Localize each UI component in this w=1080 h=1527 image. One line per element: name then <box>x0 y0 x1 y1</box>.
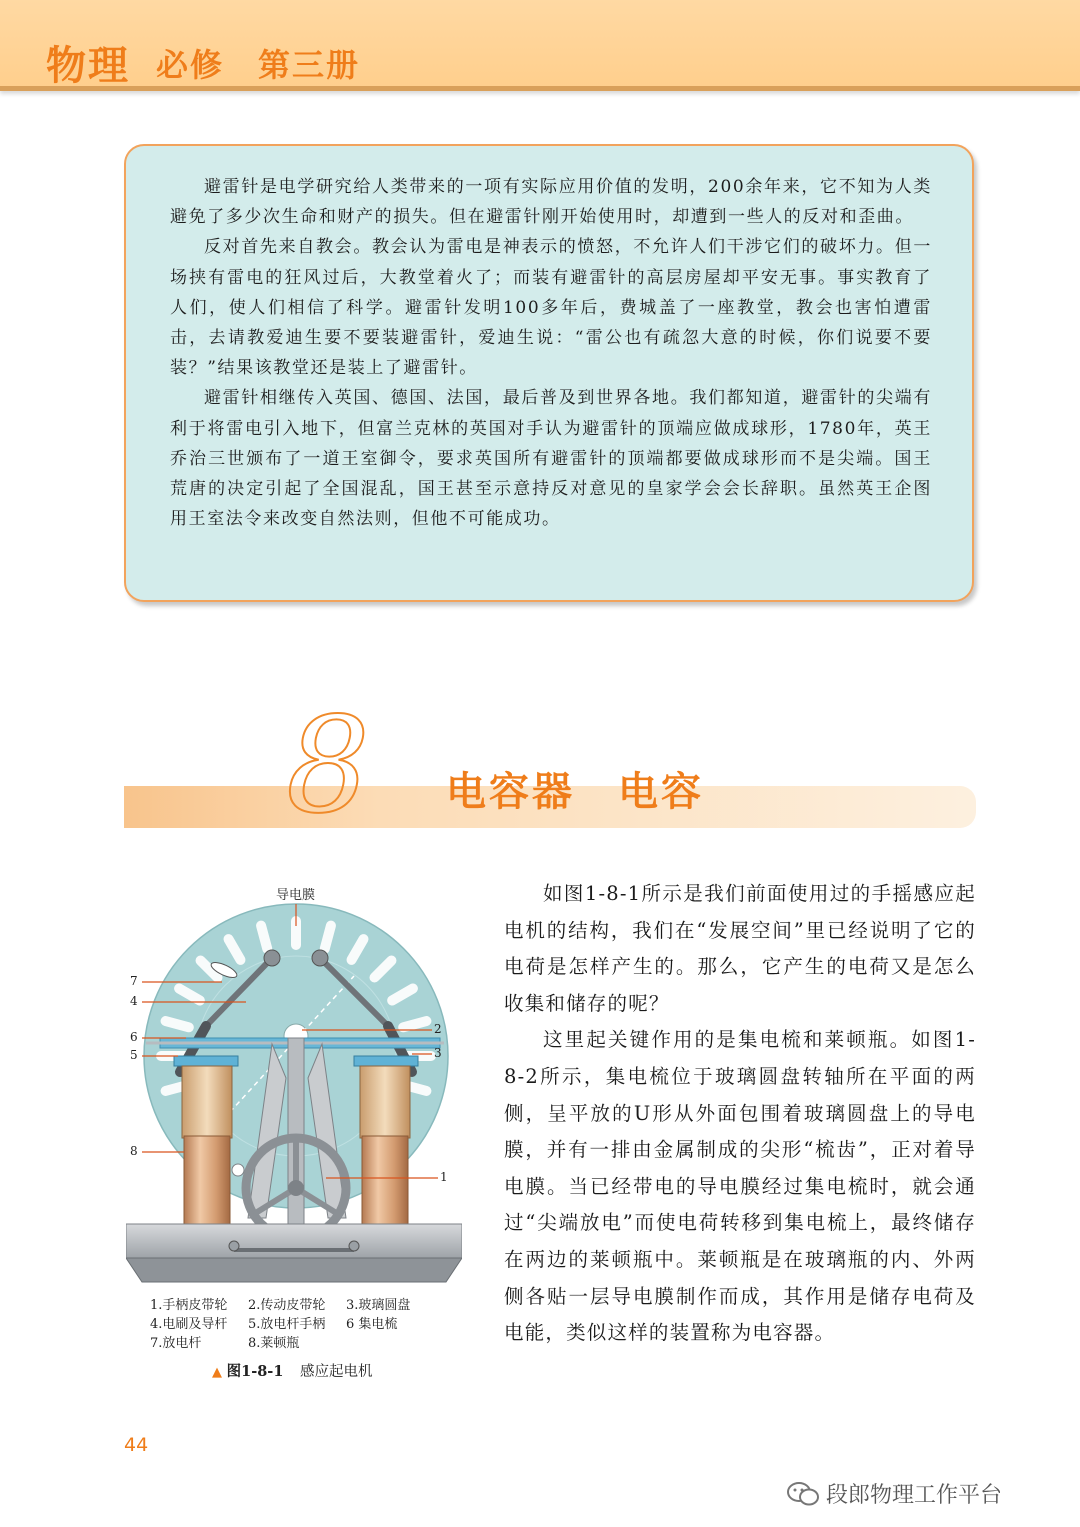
callout-8: 8 <box>130 1144 138 1158</box>
book-subtitle-volume: 第三册 <box>258 46 361 84</box>
caption-text: 感应起电机 <box>300 1364 373 1380</box>
watermark-text: 段郎物理工作平台 <box>826 1483 1003 1508</box>
legend-row <box>150 1334 450 1353</box>
callout-3: 3 <box>434 1046 442 1060</box>
body-paragraph: 这里起关键作用的是集电梳和莱顿瓶。如图1-8-2所示，集电梳位于玻璃圆盘转轴所在平面的两侧，呈平放的U形从外面包围着玻璃圆盘上的导电膜，并有一排由金属制成的尖形“梳齿”，正对着导电膜。当已经带电的导电膜经过集电梳时，就会通过“尖端放电”而使电荷转移到集电梳上，最终储存在两边的莱顿瓶中。莱顿瓶是在玻璃瓶的内、外两侧各贴一层导电膜制作而成，其作用是储存电荷及电能，类似这样的装置称为电容器。 <box>504 1028 976 1345</box>
discharge-ball-right <box>312 950 328 966</box>
caption-number: 图1-8-1 <box>226 1363 284 1380</box>
figure-induction-machine <box>126 878 462 1288</box>
callout-1: 1 <box>440 1170 448 1184</box>
callout-2: 2 <box>434 1022 442 1036</box>
figure-label-conductive-film: 导电膜 <box>276 888 316 903</box>
callout-6: 6 <box>130 1030 138 1044</box>
legend-item: 1.手柄皮带轮 <box>150 1298 228 1313</box>
legend-item: 3.玻璃圆盘 <box>346 1298 411 1313</box>
jar-cap-right <box>354 1056 418 1066</box>
callout-4: 4 <box>130 994 138 1008</box>
legend-item: 5.放电杆手柄 <box>248 1317 326 1332</box>
book-subtitle-required: 必修 <box>156 46 225 84</box>
legend-row <box>150 1315 450 1334</box>
legend-item: 4.电刷及导杆 <box>150 1317 228 1332</box>
legend-item: 8.莱顿瓶 <box>248 1336 300 1351</box>
watermark <box>786 1478 1002 1509</box>
page-number: 44 <box>124 1434 149 1456</box>
body-text <box>504 876 976 1352</box>
page-header <box>0 0 1080 91</box>
figure-legend <box>150 1296 450 1353</box>
reading-paragraph: 避雷针相继传入英国、德国、法国，最后普及到世界各地。我们都知道，避雷针的尖端有利于将雷电引入地下，但富兰克林的英国对手认为避雷针的顶端应做成球形，1780年，英王乔治三世颁布了一道王室御令，要求英国所有避雷针的顶端都要做成球形而不是尖端。国王荒唐的决定引起了全国混乱，国王甚至示意持反对意见的皇家学会会长辞职。虽然英王企图用王室法令来改变自然法则，但他不可能成功。 <box>170 388 932 530</box>
book-title: 物理 <box>46 43 130 89</box>
reading-paragraph: 避雷针是电学研究给人类带来的一项有实际应用价值的发明，200余年来，它不知为人类避免了多少次生命和财产的损失。但在避雷针刚开始使用时，却遭到一些人的反对和歪曲。 <box>170 177 932 228</box>
legend-row <box>150 1296 450 1315</box>
legend-item: 6 集电梳 <box>346 1317 398 1332</box>
legend-item: 7.放电杆 <box>150 1336 202 1351</box>
reading-paragraph: 反对首先来自教会。教会认为雷电是神表示的愤怒，不允许人们干涉它们的破坏力。但一场挟有雷电的狂风过后，大教堂着火了；而装有避雷针的高层房屋却平安无事。事实教育了人们，使人们相信了科学。避雷针发明100多年后，费城盖了一座教堂，教会也害怕遭雷击，去请教爱迪生要不要装避雷针，爱迪生说：“雷公也有疏忽大意的时候，你们说要不要装？”结果该教堂还是装上了避雷针。 <box>170 237 932 379</box>
machine-base <box>126 1224 462 1258</box>
discharge-ball-left <box>264 950 280 966</box>
callout-5: 5 <box>130 1048 138 1062</box>
figure-caption <box>212 1360 373 1381</box>
callout-7: 7 <box>130 974 138 988</box>
reading-box <box>124 144 974 602</box>
caption-triangle-icon: ▲ <box>212 1365 222 1380</box>
section-number: 8 <box>286 689 370 843</box>
legend-item: 2.传动皮带轮 <box>248 1298 326 1313</box>
machine-illustration <box>126 878 462 1288</box>
jar-cap-left <box>174 1056 238 1066</box>
wechat-icon <box>786 1481 820 1507</box>
section-title: 电容器 电容 <box>446 769 704 815</box>
body-paragraph: 如图1-8-1所示是我们前面使用过的手摇感应起电机的结构，我们在“发展空间”里已经说明了它的电荷是怎样产生的。那么，它产生的电荷又是怎么收集和储存的呢？ <box>504 882 976 1015</box>
